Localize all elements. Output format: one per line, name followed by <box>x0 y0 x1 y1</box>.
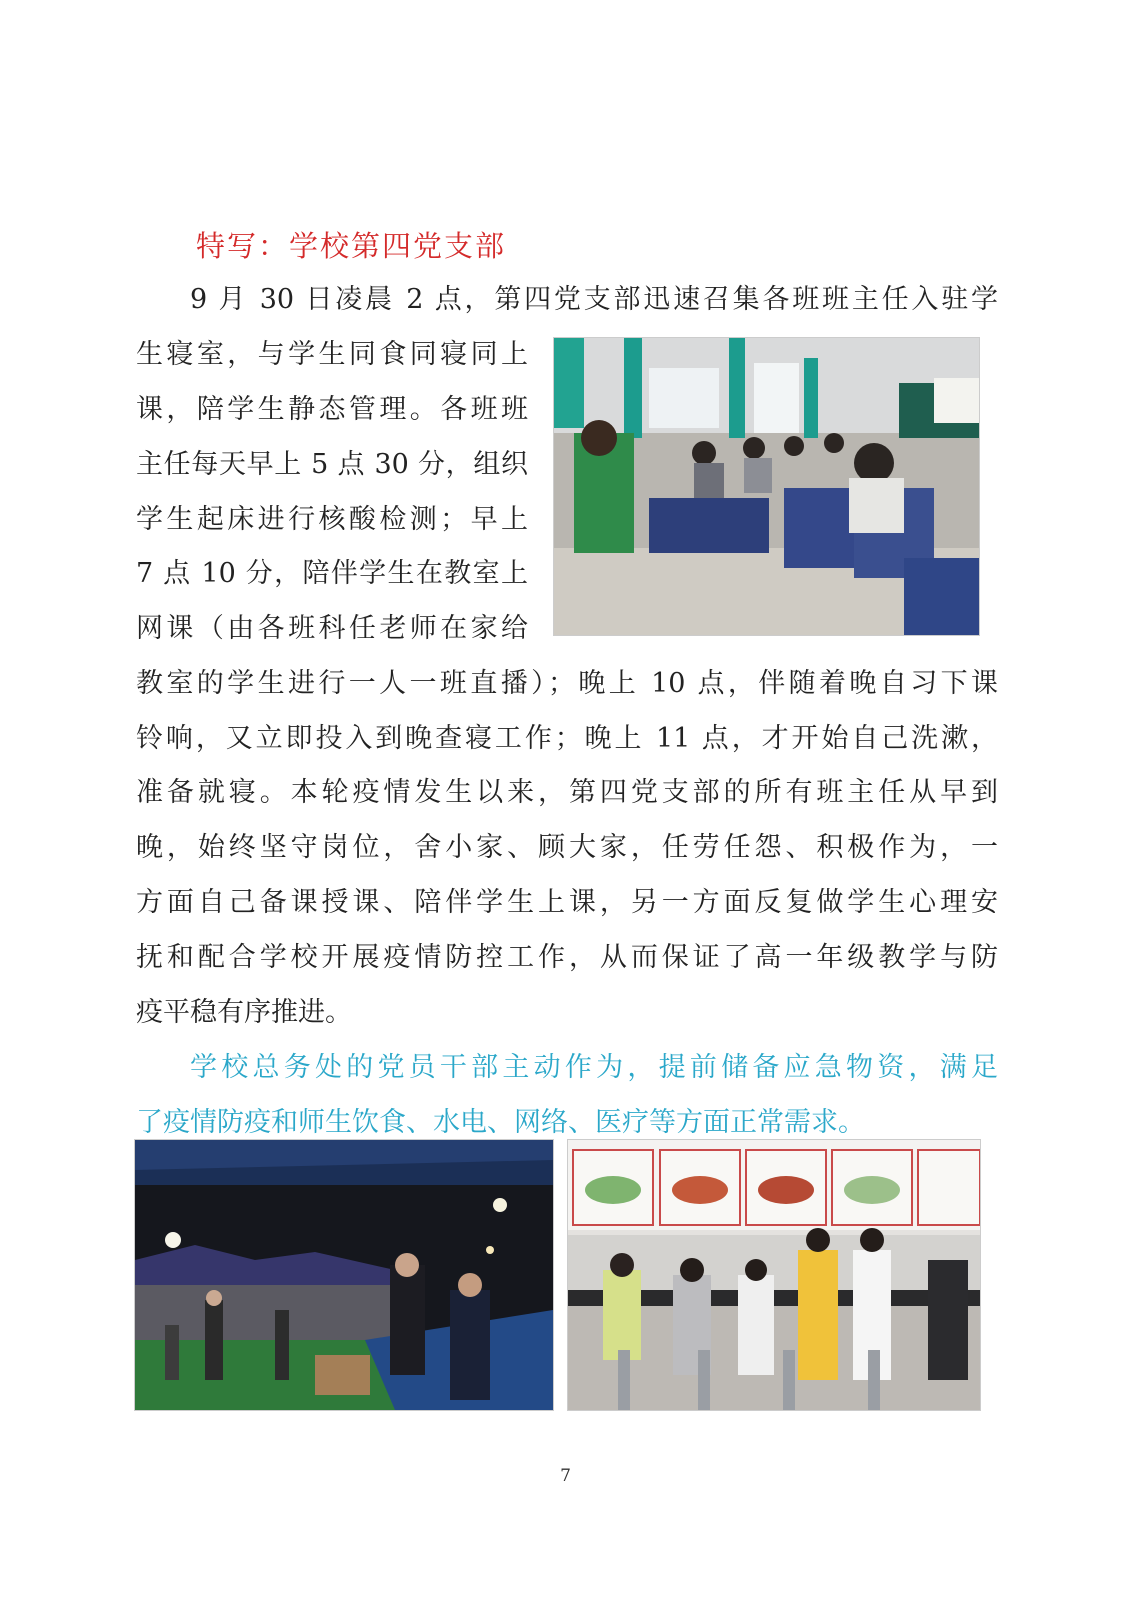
paragraph-line: 方面自己备课授课、陪伴学生上课，另一方面反复做学生心理安 <box>136 887 998 918</box>
page-number: 7 <box>560 1466 571 1486</box>
highlight-line: 学校总务处的党员干部主动作为，提前储备应急物资，满足 <box>190 1052 998 1083</box>
highlight-line: 了疫情防疫和师生饮食、水电、网络、医疗等方面正常需求。 <box>136 1107 865 1138</box>
paragraph-line: 生寝室，与学生同食同寝同上 <box>136 339 528 370</box>
paragraph-line: 抚和配合学校开展疫情防控工作，从而保证了高一年级教学与防 <box>136 942 998 973</box>
canteen-photo <box>567 1139 981 1411</box>
paragraph-line: 网课（由各班科任老师在家给 <box>136 613 528 644</box>
paragraph-line: 主任每天早上 5 点 30 分，组织 <box>136 449 528 480</box>
paragraph-line: 准备就寝。本轮疫情发生以来，第四党支部的所有班主任从早到 <box>136 777 998 808</box>
paragraph-line: 教室的学生进行一人一班直播）；晚上 10 点，伴随着晚自习下课 <box>136 668 998 699</box>
night-field-photo <box>134 1139 554 1411</box>
paragraph-line: 疫平稳有序推进。 <box>136 997 352 1028</box>
paragraph-line: 课，陪学生静态管理。各班班 <box>136 394 528 425</box>
classroom-photo <box>553 337 980 636</box>
section-heading: 特写：学校第四党支部 <box>196 229 507 263</box>
paragraph-line: 7 点 10 分，陪伴学生在教室上 <box>136 558 528 589</box>
paragraph-line: 铃响，又立即投入到晚查寝工作；晚上 11 点，才开始自己洗漱， <box>136 723 998 754</box>
paragraph-line: 晚，始终坚守岗位，舍小家、顾大家，任劳任怨、积极作为，一 <box>136 832 998 863</box>
paragraph-line: 9 月 30 日凌晨 2 点，第四党支部迅速召集各班班主任入驻学 <box>190 284 998 315</box>
paragraph-line: 学生起床进行核酸检测；早上 <box>136 504 528 535</box>
